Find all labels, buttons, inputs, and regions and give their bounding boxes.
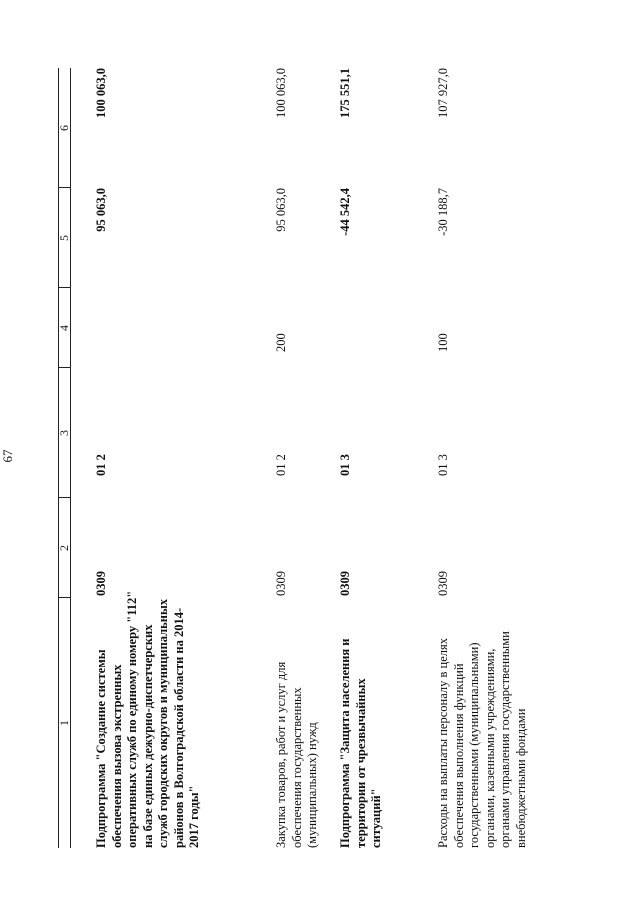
row4-c5: -30 188,7	[436, 188, 450, 236]
row3-c2: 0309	[338, 571, 352, 596]
row2-name: Закупка товаров, работ и услуг для обеспечения государственных (муниципальных) нужд	[274, 661, 319, 848]
row4-c4: 100	[436, 333, 450, 352]
row3-c6: 175 551,1	[338, 68, 352, 118]
col-header-1: 1	[57, 720, 71, 726]
col-header-2: 2	[57, 545, 71, 551]
row3-c5: -44 542,4	[338, 188, 352, 236]
row1-c6: 100 063,0	[94, 68, 108, 118]
col-header-4: 4	[57, 325, 71, 331]
col-header-3: 3	[57, 430, 71, 436]
row2-c6: 100 063,0	[274, 68, 288, 118]
row4-name: Расходы на выплаты персоналу в целях обеспечения выполнения функций государственными (муниципальными) органами, казенными учреждениями, органами управления государственными внебюджетными фондами	[436, 631, 528, 848]
row4-c2: 0309	[436, 571, 450, 596]
row3-name: Подпрограмма "Защита населения и территории от чрезвычайных ситуаций"	[338, 638, 383, 848]
row2-c4: 200	[274, 333, 288, 352]
row2-c3: 01 2	[274, 454, 288, 476]
row1-c5: 95 063,0	[94, 188, 108, 232]
header-bottom-border	[70, 68, 71, 848]
row1-name: Подпрограмма "Создание системы обеспечения вызова экстренных оперативных служб по единому номеру "112" на базе единых дежурно-диспетчерских служб городских округов и муниципальных районов в Волгоградской области на 2014-2017 годы"	[94, 590, 201, 848]
rotated-table	[58, 68, 618, 848]
row2-c5: 95 063,0	[274, 188, 288, 232]
col-header-5: 5	[57, 235, 71, 241]
col-header-6: 6	[57, 125, 71, 131]
row1-c2: 0309	[94, 571, 108, 596]
row4-c3: 01 3	[436, 454, 450, 476]
page-number: 67	[0, 449, 15, 463]
row3-c3: 01 3	[338, 454, 352, 476]
row2-c2: 0309	[274, 571, 288, 596]
row1-c3: 01 2	[94, 454, 108, 476]
row4-c6: 107 927,0	[436, 68, 450, 118]
